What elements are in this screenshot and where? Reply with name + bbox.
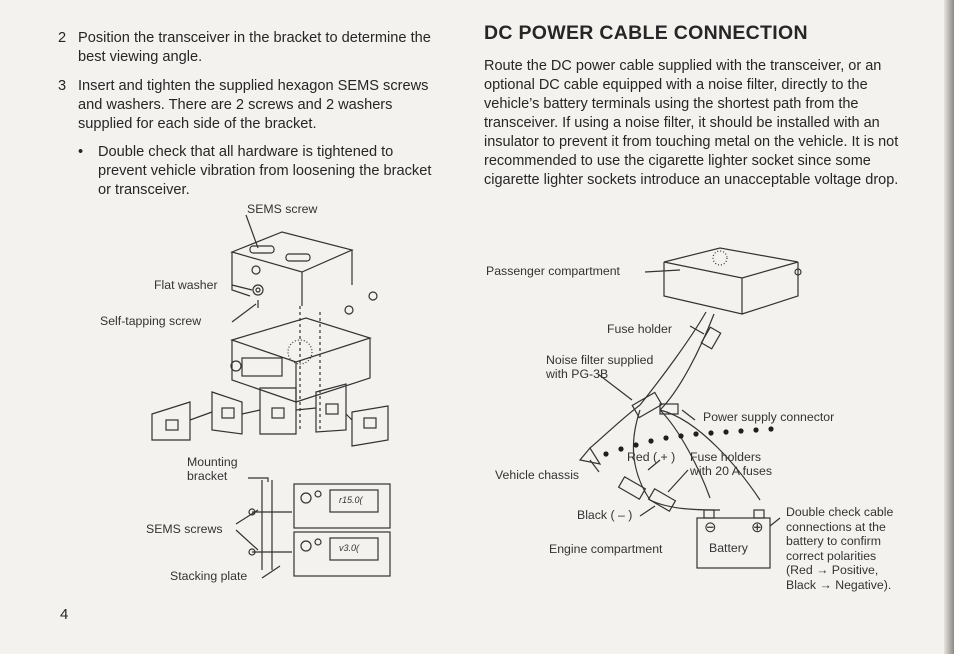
label-engine-compartment: Engine compartment	[549, 542, 663, 556]
radio-display-lower: v3.0(	[339, 543, 360, 553]
label-sems-screws: SEMS screws	[146, 522, 223, 536]
step-number: 3	[58, 78, 67, 94]
label-bracket: bracket	[187, 469, 228, 483]
note-line: correct polarities	[786, 548, 877, 563]
label-sems-screw: SEMS screw	[247, 202, 318, 216]
section-heading: DC POWER CABLE CONNECTION	[484, 22, 808, 44]
note-line: battery to confirm	[786, 534, 881, 549]
section-paragraph: Route the DC power cable supplied with the transceiver, or an optional DC cable equipped with a noise filter, directly to the vehicle’s battery terminals using the shortest path from the transceiver. If using a noise filter, it should be installed with an insulator to prevent it from touching metal on the vehicle. It is not recommended to use the cigarette lighter socket since some cigarette lighter sockets introduce an unacceptable voltage drop.	[484, 58, 899, 188]
label-self-tapping-screw: Self-tapping screw	[100, 314, 202, 328]
label-mounting: Mounting	[187, 455, 238, 469]
label-flat-washer: Flat washer	[154, 278, 218, 292]
page-number: 4	[60, 606, 69, 623]
label-fuse-holders: Fuse holders	[690, 450, 762, 464]
label-noise-filter: Noise filter supplied	[546, 353, 654, 367]
bullet-text: Double check that all hardware is tightened to prevent vehicle vibration from loosening the bracket or transceiver.	[98, 144, 432, 198]
bullet-symbol: •	[78, 144, 84, 160]
label-stacking-plate: Stacking plate	[170, 569, 248, 583]
label-passenger-compartment: Passenger compartment	[486, 264, 620, 278]
battery-plus-icon: ⊕	[751, 519, 764, 536]
step-text: Insert and tighten the supplied hexagon SEMS screws and washers. There are 2 screws and 2 washers supplied for each side of the bracket.	[78, 78, 429, 132]
step-number: 2	[58, 30, 67, 46]
label-power-supply-connector: Power supply connector	[703, 410, 835, 424]
label-noise-filter-pg3b: with PG-3B	[546, 367, 609, 381]
note-line: Black → Negative).	[786, 577, 892, 592]
label-black-negative: Black ( – )	[577, 508, 633, 522]
note-line: (Red → Positive,	[786, 563, 879, 578]
note-line: Double check cable	[786, 505, 894, 519]
step-text: Position the transceiver in the bracket to determine the best viewing angle.	[78, 30, 431, 65]
note-line: connections at the	[786, 519, 886, 534]
battery-minus-icon: ⊖	[704, 519, 717, 536]
label-fuse-holders-20a: with 20 A fuses	[690, 464, 773, 478]
radio-display-upper: r15.0(	[339, 495, 363, 505]
label-red-positive: Red ( + )	[627, 450, 676, 464]
label-fuse-holder: Fuse holder	[607, 322, 672, 336]
label-vehicle-chassis: Vehicle chassis	[495, 468, 580, 482]
battery-polarity-note	[786, 505, 926, 593]
label-battery: Battery	[709, 541, 748, 555]
